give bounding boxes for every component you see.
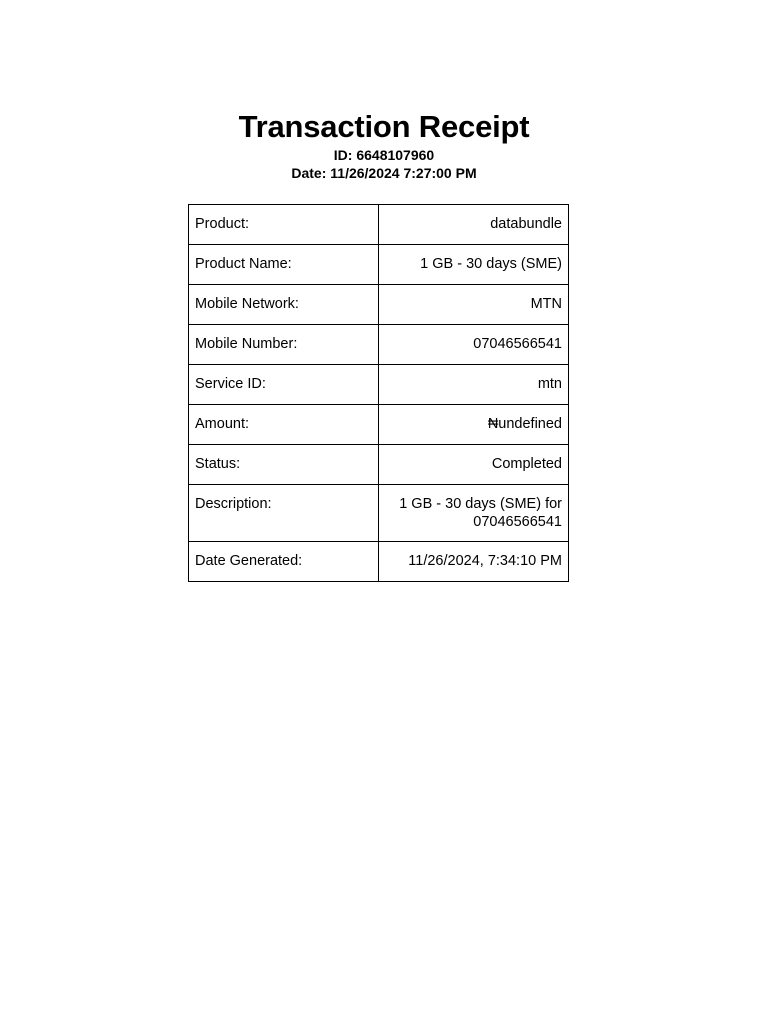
- row-label: Product:: [189, 205, 379, 245]
- row-label: Product Name:: [189, 245, 379, 285]
- table-row-product: [189, 205, 569, 245]
- row-value: 11/26/2024, 7:34:10 PM: [379, 542, 569, 582]
- table-row-date-generated: [189, 542, 569, 582]
- row-value: 07046566541: [379, 325, 569, 365]
- row-label: Service ID:: [189, 365, 379, 405]
- row-label: Amount:: [189, 405, 379, 445]
- receipt-table: [188, 204, 569, 582]
- table-row-status: [189, 445, 569, 485]
- row-label: Mobile Network:: [189, 285, 379, 325]
- table-row-mobile-network: [189, 285, 569, 325]
- page-title: Transaction Receipt: [238, 109, 530, 144]
- row-label: Date Generated:: [189, 542, 379, 582]
- row-value: 1 GB - 30 days (SME): [379, 245, 569, 285]
- table-row-product-name: [189, 245, 569, 285]
- transaction-date: Date: 11/26/2024 7:27:00 PM: [291, 165, 477, 181]
- table-row-description: [189, 485, 569, 542]
- receipt-header: [0, 108, 768, 182]
- row-label: Description:: [189, 485, 379, 542]
- table-row-service-id: [189, 365, 569, 405]
- table-row-amount: [189, 405, 569, 445]
- row-value: mtn: [379, 365, 569, 405]
- row-label: Status:: [189, 445, 379, 485]
- row-value: databundle: [379, 205, 569, 245]
- row-label: Mobile Number:: [189, 325, 379, 365]
- transaction-id: ID: 6648107960: [333, 147, 435, 163]
- row-value: 1 GB - 30 days (SME) for 07046566541: [379, 485, 569, 542]
- row-value: MTN: [379, 285, 569, 325]
- table-row-mobile-number: [189, 325, 569, 365]
- row-value: Completed: [379, 445, 569, 485]
- row-value: ₦undefined: [379, 405, 569, 445]
